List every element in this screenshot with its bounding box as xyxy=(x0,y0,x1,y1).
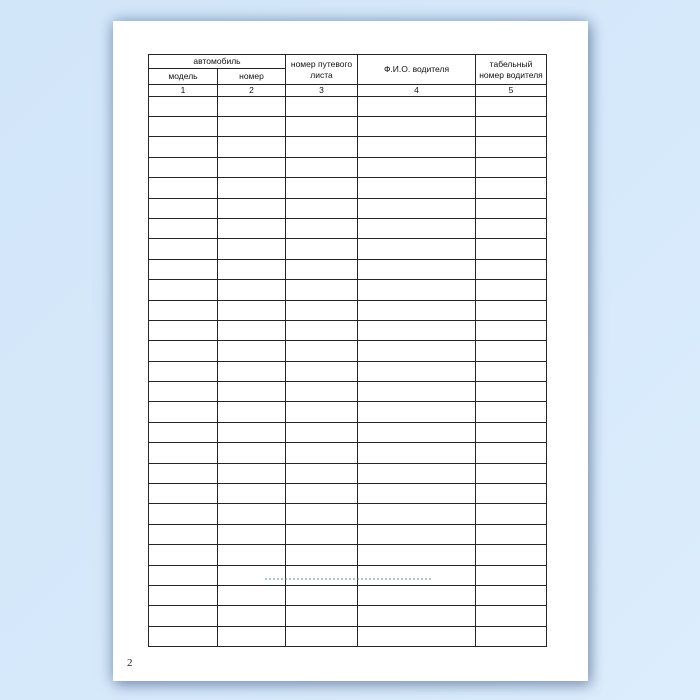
table-cell xyxy=(218,361,286,381)
table-cell xyxy=(218,157,286,177)
table-cell xyxy=(218,565,286,585)
table-cell xyxy=(218,117,286,137)
table-cell xyxy=(476,504,547,524)
table-cell xyxy=(476,259,547,279)
table-row xyxy=(149,545,547,565)
table-row xyxy=(149,565,547,585)
table-cell xyxy=(149,382,218,402)
header-row-group xyxy=(149,55,547,69)
table-cell xyxy=(149,341,218,361)
table-row xyxy=(149,117,547,137)
table-cell xyxy=(358,96,476,116)
table-row xyxy=(149,504,547,524)
header-driver-name: Ф.И.О. водителя xyxy=(358,55,476,85)
column-index-3: 3 xyxy=(286,85,358,97)
table-cell xyxy=(476,545,547,565)
table-row xyxy=(149,341,547,361)
table-cell xyxy=(149,606,218,626)
column-index-4: 4 xyxy=(358,85,476,97)
table-cell xyxy=(476,361,547,381)
table-cell xyxy=(149,218,218,238)
table-cell xyxy=(218,198,286,218)
table-cell xyxy=(218,320,286,340)
table-cell xyxy=(358,606,476,626)
table-cell xyxy=(218,382,286,402)
table-row xyxy=(149,524,547,544)
table-cell xyxy=(476,96,547,116)
table-cell xyxy=(476,586,547,606)
table-cell xyxy=(218,484,286,504)
table-cell xyxy=(476,280,547,300)
table-cell xyxy=(358,361,476,381)
table-row xyxy=(149,157,547,177)
table-cell xyxy=(218,422,286,442)
table-cell xyxy=(358,117,476,137)
table-row xyxy=(149,626,547,646)
table-cell xyxy=(286,545,358,565)
table-cell xyxy=(476,422,547,442)
table-cell xyxy=(218,504,286,524)
table-cell xyxy=(218,524,286,544)
table-row xyxy=(149,361,547,381)
document-page xyxy=(113,21,588,681)
table-cell xyxy=(286,565,358,585)
table-cell xyxy=(286,137,358,157)
table-cell xyxy=(476,382,547,402)
column-index-2: 2 xyxy=(218,85,286,97)
table-cell xyxy=(476,565,547,585)
header-driver-personnel-number: табельный номер водителя xyxy=(476,55,547,85)
table-cell xyxy=(286,361,358,381)
table-cell xyxy=(218,626,286,646)
table-cell xyxy=(218,341,286,361)
table-cell xyxy=(286,117,358,137)
table-cell xyxy=(149,300,218,320)
table-cell xyxy=(218,545,286,565)
table-cell xyxy=(149,443,218,463)
table-cell xyxy=(358,586,476,606)
table-cell xyxy=(218,239,286,259)
table-cell xyxy=(149,198,218,218)
page-number: 2 xyxy=(127,657,133,669)
table-row xyxy=(149,137,547,157)
table-cell xyxy=(286,157,358,177)
table-cell xyxy=(218,137,286,157)
table-cell xyxy=(358,178,476,198)
table-row xyxy=(149,443,547,463)
table-cell xyxy=(286,484,358,504)
table-cell xyxy=(149,137,218,157)
table-cell xyxy=(358,259,476,279)
table-cell xyxy=(358,341,476,361)
table-cell xyxy=(218,218,286,238)
table-cell xyxy=(286,524,358,544)
table-cell xyxy=(358,157,476,177)
table-cell xyxy=(358,565,476,585)
table-cell xyxy=(218,178,286,198)
table-cell xyxy=(149,280,218,300)
table-cell xyxy=(286,178,358,198)
column-index-1: 1 xyxy=(149,85,218,97)
table-cell xyxy=(286,218,358,238)
table-cell xyxy=(149,422,218,442)
table-cell xyxy=(149,545,218,565)
table-row xyxy=(149,422,547,442)
table-cell xyxy=(149,117,218,137)
table-row xyxy=(149,280,547,300)
table-cell xyxy=(149,484,218,504)
table-row xyxy=(149,300,547,320)
table-cell xyxy=(149,565,218,585)
table-cell xyxy=(149,259,218,279)
table-cell xyxy=(286,341,358,361)
table-row xyxy=(149,402,547,422)
table-cell xyxy=(218,402,286,422)
table-cell xyxy=(358,545,476,565)
table-cell xyxy=(476,198,547,218)
table-cell xyxy=(476,178,547,198)
table-row xyxy=(149,606,547,626)
table-row xyxy=(149,320,547,340)
table-cell xyxy=(286,422,358,442)
table-cell xyxy=(358,463,476,483)
table-cell xyxy=(286,259,358,279)
table-cell xyxy=(476,137,547,157)
table-cell xyxy=(476,300,547,320)
table-cell xyxy=(149,504,218,524)
table-cell xyxy=(476,117,547,137)
table-cell xyxy=(476,463,547,483)
table-cell xyxy=(286,239,358,259)
table-cell xyxy=(358,320,476,340)
table-cell xyxy=(476,626,547,646)
table-cell xyxy=(358,626,476,646)
table-cell xyxy=(149,463,218,483)
table-cell xyxy=(149,320,218,340)
table-cell xyxy=(476,402,547,422)
table-cell xyxy=(218,606,286,626)
table-cell xyxy=(358,137,476,157)
table-row xyxy=(149,382,547,402)
table-cell xyxy=(286,198,358,218)
table-cell xyxy=(358,300,476,320)
table-cell xyxy=(358,524,476,544)
table-cell xyxy=(149,96,218,116)
table-cell xyxy=(149,524,218,544)
table-cell xyxy=(476,606,547,626)
table-cell xyxy=(358,239,476,259)
table-row xyxy=(149,178,547,198)
table-cell xyxy=(286,402,358,422)
table-cell xyxy=(149,157,218,177)
table-cell xyxy=(476,484,547,504)
table-cell xyxy=(286,382,358,402)
table-row xyxy=(149,198,547,218)
table-cell xyxy=(149,239,218,259)
table-cell xyxy=(218,280,286,300)
table-cell xyxy=(286,280,358,300)
table-cell xyxy=(218,586,286,606)
table-cell xyxy=(476,157,547,177)
table-row xyxy=(149,586,547,606)
header-car-group: автомобиль xyxy=(149,55,286,69)
table-cell xyxy=(286,463,358,483)
table-cell xyxy=(476,218,547,238)
table-cell xyxy=(149,178,218,198)
table-cell xyxy=(149,361,218,381)
table-row xyxy=(149,239,547,259)
table-body xyxy=(149,96,547,647)
table-header xyxy=(149,55,547,97)
table-cell xyxy=(286,96,358,116)
header-car-number: номер xyxy=(218,69,286,85)
table-cell xyxy=(358,422,476,442)
waybill-log-table xyxy=(148,54,547,647)
column-index-5: 5 xyxy=(476,85,547,97)
table-cell xyxy=(358,382,476,402)
table-cell xyxy=(358,198,476,218)
table-cell xyxy=(149,626,218,646)
table-cell xyxy=(286,504,358,524)
table-cell xyxy=(218,259,286,279)
table-cell xyxy=(218,300,286,320)
table-cell xyxy=(286,586,358,606)
table-row xyxy=(149,218,547,238)
table-cell xyxy=(286,443,358,463)
table-cell xyxy=(358,280,476,300)
table-cell xyxy=(218,96,286,116)
column-index-row xyxy=(149,85,547,97)
table-cell xyxy=(476,524,547,544)
table-row xyxy=(149,96,547,116)
watermark xyxy=(265,578,431,580)
table-cell xyxy=(358,443,476,463)
table-cell xyxy=(286,300,358,320)
table-cell xyxy=(286,320,358,340)
table-cell xyxy=(358,218,476,238)
table-cell xyxy=(149,586,218,606)
table-cell xyxy=(218,463,286,483)
table-row xyxy=(149,484,547,504)
table-cell xyxy=(218,443,286,463)
table-cell xyxy=(476,239,547,259)
header-waybill-number: номер путевого листа xyxy=(286,55,358,85)
table-cell xyxy=(149,402,218,422)
table-cell xyxy=(358,402,476,422)
table-cell xyxy=(476,443,547,463)
table-row xyxy=(149,259,547,279)
table-cell xyxy=(476,320,547,340)
table-cell xyxy=(476,341,547,361)
header-car-model: модель xyxy=(149,69,218,85)
table-cell xyxy=(286,606,358,626)
table-row xyxy=(149,463,547,483)
table-cell xyxy=(358,484,476,504)
table-cell xyxy=(286,626,358,646)
table-cell xyxy=(358,504,476,524)
